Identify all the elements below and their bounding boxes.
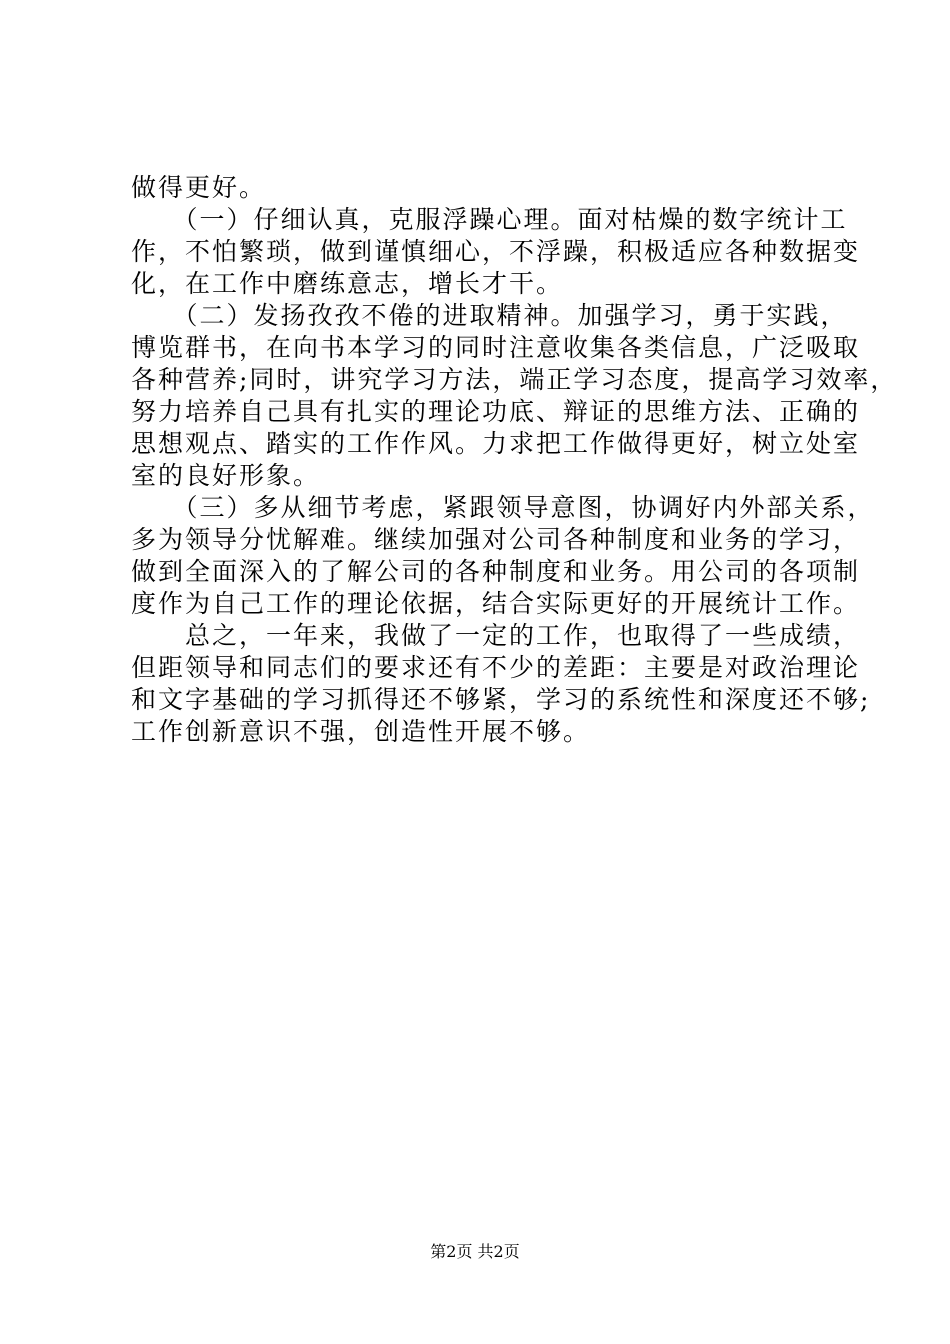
- document-body: [131, 172, 898, 748]
- text-line: 努力培养自己具有扎实的理论功底、辩证的思维方法、正确的: [131, 397, 861, 426]
- text-line: 室的良好形象。: [131, 461, 321, 490]
- text-line: 各种营养;同时，讲究学习方法，端正学习态度，提高学习效率，: [131, 365, 898, 394]
- text-line: 工作创新意识不强，创造性开展不够。: [131, 717, 591, 746]
- text-line: 博览群书，在向书本学习的同时注意收集各类信息，广泛吸取: [131, 333, 861, 362]
- text-line: 思想观点、踏实的工作作风。力求把工作做得更好，树立处室: [131, 429, 861, 458]
- text-line: （一）仔细认真，克服浮躁心理。面对枯燥的数字统计工: [131, 205, 848, 234]
- text-line: 和文字基础的学习抓得还不够紧，学习的系统性和深度还不够;: [131, 685, 871, 714]
- text-line: 总之，一年来，我做了一定的工作，也取得了一些成绩，: [131, 621, 861, 650]
- text-line: 但距领导和同志们的要求还有不少的差距：主要是对政治理论: [131, 653, 861, 682]
- text-line: 多为领导分忧解难。继续加强对公司各种制度和业务的学习，: [131, 525, 861, 554]
- text-line: （三）多从细节考虑，紧跟领导意图，协调好内外部关系，: [131, 493, 875, 522]
- text-line: 化，在工作中磨练意志，增长才干。: [131, 269, 564, 298]
- text-line: 度作为自己工作的理论依据，结合实际更好的开展统计工作。: [131, 589, 861, 618]
- page-number-footer: 第2页 共2页: [430, 1242, 520, 1261]
- text-line: 做到全面深入的了解公司的各种制度和业务。用公司的各项制: [131, 557, 861, 586]
- text-line: 做得更好。: [131, 173, 267, 202]
- text-line: 作，不怕繁琐，做到谨慎细心，不浮躁，积极适应各种数据变: [131, 237, 861, 266]
- text-line: （二）发扬孜孜不倦的进取精神。加强学习，勇于实践，: [131, 301, 848, 330]
